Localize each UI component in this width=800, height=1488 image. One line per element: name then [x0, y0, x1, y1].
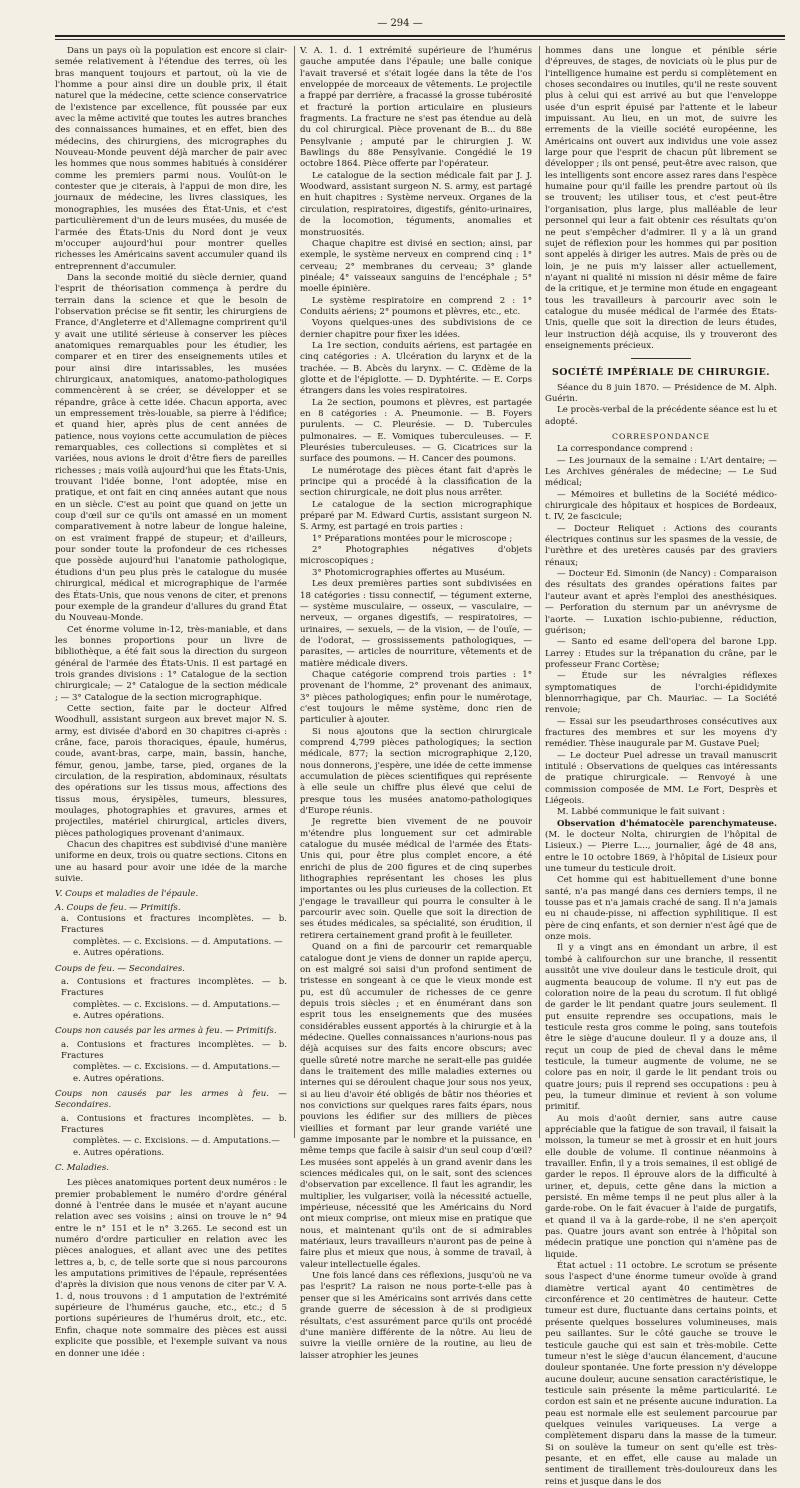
paragraph: Cet énorme volume in-12, très-maniable, et dans les bonnes proportions pour un livre de bibliothèque, a été fait sous la direction du surgeon général de l'armée des États-Unis. Il est partagé en trois grandes divisions : 1° Catalogue de la section chirurgicale; — 2° Catalogue de la section médicale ; — 3° Catalogue de la section micrographique. [55, 624, 287, 703]
header-rule [55, 35, 785, 37]
paragraph: — Les journaux de la semaine : L'Art dentaire; — Les Archives générales de médecine; — Le Sud médical; [545, 455, 777, 489]
paragraph: Chaque chapitre est divisé en section; ainsi, par exemple, le système nerveux en comprend cinq : 1° cerveau; 2° membranes du cerveau; 3° glande pinéale; 4° vaisseaux sanguins de l'encéphale ; 5° moelle épinière. [300, 238, 532, 295]
paragraph: Si nous ajoutons que la section chirurgicale comprend 4,799 pièces pathologiques; la section médicale, 877; la section micrographique 2,120, nous donnerons, j'espère, une idée de cette immense accumulation de pièces scientifiques qui représente à elle seule un chiffre plus élevé que celui de presque tous les musées anatomo-pathologiques d'Europe réunis. [300, 726, 532, 817]
subsection-title: CORRESPONDANCE [612, 432, 710, 442]
paragraph: Dans la seconde moitié du siècle dernier, quand l'esprit de théorisation commença à perdre du terrain dans la science et que le besoin de l'observation précise se fit sentir, les chirurgiens de France, d'Angleterre et d'Allemagne comprirent qu'il y avait une utilité sérieuse à conserver les pièces anatomiques remarquables pour les étudier, les comparer et en tirer des enseignements utiles et pour ainsi dire intarissables, les musées chirurgicaux, anatomiques, anatomo-pathologiques commencèrent à se créer, se développer et se répandre, grâce à cette idée. Chacun apporta, avec un empressement très-louable, sa pierre à l'édifice; et quand hier, après plus de cent années de patience, nous voyions cette accumulation de pièces remarquables, ces collections si complètes et si variées, nous avions le droit d'être fiers de pareilles richesses ; mais voilà aujourd'hui que les États-Unis, trouvant l'idée bonne, l'ont adoptée, mise en pratique, et ont fait en cinq années autant que nous en un siècle. C'est au point que quand on jette un coup d'œil sur ce qu'ils ont amassé en un moment comparativement à notre labeur de longue haleine, on est vraiment frappé de stupeur; et d'ailleurs, pour sonder toute la profondeur de ces richesses que possède aujourd'hui l'anatomie pathologique, étudions d'un peu plus près le catalogue du musée chirurgical, médical et micrographique de l'armée des États-Unis, que nous venons de citer, et prenons pour exemple de la grandeur d'allures du grand État du Nouveau-Monde. [55, 272, 287, 624]
paragraph: 1° Préparations montées pour le microscope ; [312, 533, 513, 544]
paragraph: Chaque catégorie comprend trois parties : 1° provenant de l'homme, 2° provenant des animaux, 3° pièces pathologiques; enfin pour le numérotage, c'est toujours le même système, donc rien de particulier à ajouter. [300, 669, 532, 726]
paragraph: Au mois d'août dernier, sans autre cause appréciable que la fatigue de son travail, il faisait la moisson, la tumeur se met à grossir et en huit jours elle double de volume. Il continue néanmoins à travailler. Enfin, il y a trois semaines, il est obligé de garder le repos. Il éprouve alors de la difficulté à uriner, et, depuis, cette gêne dans la miction a persisté. En même temps il ne peut plus aller à la garde-robe. On le fait évacuer à l'aide de purgatifs, et quand il va à la garde-robe, il ne s'en aperçoit pas. Quatre jours avant son entrée à l'hôpital son médecin pratique une ponction qui n'amène pas de liquide. [545, 1113, 777, 1260]
section-title: SOCIÉTÉ IMPÉRIALE DE CHIRURGIE. [551, 367, 771, 379]
paragraph: Le système respiratoire en comprend 2 : 1° Conduits aériens; 2° poumons et plèvres, etc., etc. [300, 295, 532, 317]
outline-line: complètes. — c. Excisions. — d. Amputations.— [73, 1136, 280, 1147]
paragraph: Une fois lancé dans ces réflexions, jusqu'où ne va pas l'esprit? La raison ne nous porte-t-elle pas à penser que si les Américains sont arrivés dans cette grande guerre de sécession à de si prodigieux résultats, c'est assurément parce qu'ils ont procédé d'une manière différente de la nôtre. Au lieu de suivre la vieille ornière de la routine, au lieu de laisser atrophier les jeunes [300, 1271, 532, 1361]
paragraph: — Docteur Ed. Simonin (de Nancy) : Comparaison des résultats des grandes opérations faites par l'auteur avant et après l'emploi des anesthésiques. — Perforation du sternum par un anévrysme de l'aorte. — Luxation ischio-pubienne, réduction, guérison; [545, 569, 777, 636]
paragraph: — Essai sur les pseudarthroses consécutives aux fractures des membres et sur les moyens d'y remédier. Thèse inaugurale par M. Gustave Puel; [545, 716, 777, 750]
observation-intro: (M. le docteur Nolta, chirurgien de l'hôpital de Lisieux.) — Pierre L..., journalier, âgé de 48 ans, entre le 10 octobre 1869, à l'hôpital de Lisieux pour une tumeur du testicule droit. [545, 830, 777, 875]
paragraph: — Le docteur Puel adresse un travail manuscrit intitulé : Observations de quelques cas intéressants de pratique chirurgicale. — Renvoyé à une commission composée de MM. Le Fort, Desprès et Liégeois. [545, 750, 777, 806]
observation-title: Observation d'hématocèle parenchymateuse. [557, 818, 777, 829]
paragraph: État actuel : 11 octobre. Le scrotum se présente sous l'aspect d'une énorme tumeur ovoïde à grand diamètre vertical ayant 40 centimètres de circonférence et 20 centimètres de hauteur. Cette tumeur est dure, fluctuante dans certains points, et présente quelques bosselures volumineuses, mais peu saillantes. Sur le côté gauche se trouve le testicule gauche qui est sain et très-mobile. Cette tumeur n'est le siège d'aucun élancement, d'aucune douleur spontanée. Une forte pression n'y développe aucune douleur, aucune sensation caractéristique, le testicule sain présente la même particularité. Le cordon est sain et ne présente aucune induration. La peau est normale elle est seulement parcourue par quelques veinules variqueuses. La verge a complètement disparu dans la masse de la tumeur. Si on soulève la tumeur on sent qu'elle est très-pesante, et en effet, elle cause au malade un sentiment de tiraillement très-douloureux dans les reins et jusque dans le dos [545, 1261, 777, 1487]
paragraph: 3° Photomicrographies offertes au Muséum. [312, 567, 506, 578]
paragraph: — Mémoires et bulletins de la Société médico-chirurgicale des hôpitaux et hospices de Bordeaux, t. IV, 2e fascicule; [545, 489, 777, 523]
outline-line: e. Autres opérations. [73, 948, 165, 959]
paragraph: Cet homme qui est habituellement d'une bonne santé, n'a pas mangé dans ces derniers temps, il ne tousse pas et n'a jamais craché de sang. Il n'a jamais eu ni chaude-pisse, ni affection syphilitique. Il est père de cinq enfants, et son dernier n'est âgé que de onze mois. [545, 875, 777, 943]
outline-line: complètes. — c. Excisions. — d. Amputations.— [73, 1062, 280, 1073]
paragraph: La 1re section, conduits aériens, est partagée en cinq catégories : A. Ulcération du larynx et de la trachée. — B. Abcès du larynx. — C. Œdème de la glotte et de l'épiglotte. — D. Dyphtérite. — E. Corps étrangers dans les voies respiratoires. [300, 340, 532, 397]
paragraph: La correspondance comprend : [557, 444, 693, 455]
column-divider [539, 46, 540, 1138]
paragraph: La 2e section, poumons et plèvres, est partagée en 8 catégories : A. Pneumonie. — B. Foyers purulents. — C. Pleurésie. — D. Tubercules pulmonaires. — E. Vomiques tuberculeuses. — F. Pleurésies tuberculeuses. — G. Cicatrices sur la surface des poumons. — H. Cancer des poumons. [300, 397, 532, 465]
outline-line: e. Autres opérations. [73, 1073, 165, 1084]
paragraph: Le numérotage des pièces étant fait d'après le principe qui a procédé à la classification de la section chirurgicale, ne doit plus nous arrêter. [300, 465, 532, 499]
paragraph: Le catalogue de la section micrographique préparé par M. Edward Curtis, assistant surgeon N. S. Army, est partagé en trois parties : [300, 499, 532, 533]
column-divider [294, 46, 295, 1138]
outline-line: a. Contusions et fractures incomplètes. — b. Fractures [61, 1039, 287, 1061]
outline-line: a. Contusions et fractures incomplètes. — b. Fractures [61, 976, 287, 999]
header-rule-thin [55, 39, 785, 40]
paragraph: — Docteur Reliquet : Actions des courants électriques continus sur les spasmes de la vessie, de l'urèthre et des uretères causés par des graviers rénaux; [545, 523, 777, 568]
paragraph: Le procès-verbal de la précédente séance est lu et adopté. [545, 405, 777, 427]
page-number: — 294 — [377, 18, 423, 29]
paragraph: hommes dans une longue et pénible série d'épreuves, de stages, de noviciats où le plus pur de l'intelligence humaine est perdu si complètement en choses secondaires ou inutiles, qu'il ne reste souvent plus à celui qui est arrivé au but que l'enveloppe usée d'un esprit épuisé par l'attente et le labeur impuissant. Au lieu, en un mot, de suivre les errements de la vieille société européenne, les Américains ont ouvert aux individus une voie assez large pour que l'esprit de chacun pût librement se développer ; ils ont pensé, peut-être avec raison, que les intelligents sont encore assez rares dans l'espèce humaine pour qu'il faille les prendre partout où ils se trouvent; les utiliser tous, et c'est peut-être l'organisation, plus large, plus malléable de leur personnel qui leur a fait obtenir ces résultats qu'on ne peut s'empêcher d'admirer. Il y a là un grand sujet de réflexion pour les hommes qui par position sont appelés à diriger les autres. Mais de près ou de loin, je ne puis m'y laisser aller actuellement, n'ayant ni qualité ni mission ni désir même de faire de la critique, et je termine mon étude en engageant tous les travailleurs à parcourir avec soin le catalogue du musée médical de l'armée des États-Unis, quelle que soit la direction de leurs études, leur instruction déjà acquise, ils y trouveront des enseignements précieux. [545, 46, 777, 351]
paragraph: Dans un pays où la population est encore si clair-semée relativement à l'étendue des terres, où les bras manquent toujours et partout, où la vie de l'homme a pour ainsi dire un double prix, il était naturel que la médecine, cette science conservatrice de l'existence par excellence, fût poussée par eux avec la même activité que toutes les autres branches des connaissances humaines, et en effet, bien des médecins, des chirurgiens, des micrographes du Nouveau-Monde peuvent déjà marcher de pair avec les hommes que nous sommes habitués à considérer comme les premiers parmi nous. Voulût-on le contester que je citerais, à l'appui de mon dire, les journaux de médecine, les livres classiques, les monographies, les musées des État-Unis, et c'est particulièrement d'un de leurs musées, du musée de l'armée des États-Unis du Nord dont je veux m'occuper aujourd'hui pour montrer quelles richesses les Américains savent accumuler quand ils entreprennent d'accumuler. [55, 46, 287, 272]
paragraph: Les deux premières parties sont subdivisées en 18 catégories : tissu connectif, — tégument externe, — système musculaire, — osseux, — vasculaire, — nerveux, — organes digestifs, — respiratoires, — urinaires, — sexuels, — de la vision, — de l'ouïe, — de l'odorat, — grossissements pathologiques, — parasites, — articles de nourriture, vêtements et de matière médicale divers. [300, 579, 532, 669]
paragraph: 2° Photographies négatives d'objets microscopiques ; [300, 545, 532, 567]
column-right [545, 46, 777, 1487]
paragraph: Je regrette bien vivement de ne pouvoir m'étendre plus longuement sur cet admirable catalogue du musée médical de l'armée des États-Unis qui, pour être plus complet encore, a été enrichi de plus de 200 figures et de cinq superbes lithographies représentant les choses les plus importantes ou les plus curieuses de la collection. Et j'engage le travailleur qui pourra le consulter à le parcourir avec soin. Quelle que soit la direction de ses études médicales, sa spécialité, son érudition, il retirera certainement grand profit à le feuilleter. [300, 817, 532, 941]
outline-subheading: Coups non causés par les armes à feu. — Secondaires. [55, 1088, 287, 1111]
outline-subheading: C. Maladies. [55, 1163, 110, 1173]
paragraph: Chacun des chapitres est subdivisé d'une manière uniforme en deux, trois ou quatre sections. Citons en une au hasard pour avoir une idée de la marche suivie. [55, 840, 287, 885]
section-divider [631, 358, 691, 359]
outline-line: e. Autres opérations. [73, 1147, 165, 1158]
paragraph: Quand on a fini de parcourir cet remarquable catalogue dont je viens de donner un rapide aperçu, on est malgré soi saisi d'un profond sentiment de tristesse en songeant à ce que le vieux monde est pu, est dû accumuler de richesses de ce genre depuis trois siècles ; et en énumérant dans son esprit tous les enseignements que des musées considérables eussent apportés à la chirurgie et à la médecine. Quelles connaissances n'aurions-nous pas déjà acquises sur des faits encore obscurs; avec quelle sûreté notre marche ne serait-elle pas guidée dans le traitement des mille maladies externes ou internes qui se déroulent chaque jour sous nos yeux, si au lieu d'avoir été obligés de bâtir nos théories et nos convictions sur quelques rares faits épars, nous pouvions les édifier sur des milliers de pièces vieillies et formant par leur grande variété une gamme imposante par le nombre et la puissance, en même temps que facile à saisir d'un seul coup d'œil? Les musées sont appelés à un grand avenir dans les sciences médicales qui, on le sait, sont des sciences d'observation par excellence. Il faut les agrandir, les multiplier, les vulgariser, voilà la nécessité actuelle, impérieuse, nécessité que les Américains du Nord ont mieux comprise, ont mieux mise en pratique que nous, et maintenant qu'ils ont de si admirables matériaux, leurs travailleurs n'auront pas de peine à faire plus et mieux que nous, à somme de travail, à valeur intellectuelle égales. [300, 942, 532, 1270]
paragraph: Les pièces anatomiques portent deux numéros : le premier probablement le numéro d'ordre général donné à l'entrée dans le musée et n'ayant aucune relation avec ses voisins ; ainsi on trouve le n° 94 entre le n° 151 et le n° 3.265. Le second est un numéro d'ordre particulier en relation avec les pièces analogues, et allant avec une des petites lettres a, b, c, de telle sorte que si nous parcourons les amputations primitives de l'épaule, représentées d'après la division que nous venons de citer par V. A. 1. d, nous trouvons : d 1 amputation de l'extrémité supérieure de l'humérus gauche, etc., etc.; d 5 portions supérieures de l'humérus droit, etc., etc. Enfin, chaque note sommaire des pièces est aussi explicite que possible, et l'exemple suivant va nous en donner une idée : [55, 1178, 287, 1359]
paragraph: — Étude sur les névralgies réflexes symptomatiques de l'orchi-épididymite blennorrhagique, par Ch. Mauriac. — La Société renvoie; [545, 671, 777, 716]
outline-subheading: Coups de feu. — Secondaires. [55, 963, 186, 974]
paragraph: M. Labbé communique le fait suivant : [557, 807, 725, 818]
outline-line: a. Contusions et fractures incomplètes. — b. Fractures [61, 914, 287, 936]
outline-subheading: Coups non causés par les armes à feu. — Primitifs. [55, 1026, 277, 1037]
outline-line: e. Autres opérations. [73, 1010, 165, 1021]
paragraph: — Santo ed esame dell'opera del barone Lpp. Larrey : Etudes sur la trépanation du crâne, par le professeur Franc Cortèse; [545, 637, 777, 670]
paragraph [545, 819, 777, 876]
paragraph: Il y a vingt ans en émondant un arbre, il est tombé à califourchon sur une branche, il ressentit aussitôt une vive douleur dans le testicule droit, qui augmenta beaucoup de volume. Il n'y eut pas de coloration noire de la peau du scrotum. Il fut obligé de garder le lit pendant quatre jours seulement. Il put ensuite reprendre ses occupations, mais le testicule resta gros comme le poing, sans toutefois être le siège d'aucune douleur. Il y a douze ans, il reçut un coup de pied de cheval dans le même testicule, la tumeur augmente de volume, ne se colore pas en noir, il garde le lit pendant trois ou quatre jours; puis il reprend ses occupations : peu à peu, la tumeur diminue et revient à son volume primitif. [545, 943, 777, 1113]
column-left [55, 46, 287, 1359]
paragraph: Le catalogue de la section médicale fait par J. J. Woodward, assistant surgeon N. S. army, est partagé en huit chapitres : Système nerveux. Organes de la circulation, respiratoires, digestifs, génito-urinaires, de la locomotion, téguments, anomalies et monstruosités. [300, 170, 532, 238]
outline-line: complètes. — c. Excisions. — d. Amputations.— [73, 999, 280, 1010]
session-line: Séance du 8 juin 1870. — Présidence de M. Alph. Guérin. [545, 382, 777, 405]
outline-subheading: A. Coups de feu. — Primitifs. [55, 902, 181, 913]
paragraph: V. A. 1. d. 1 extrémité supérieure de l'humérus gauche amputée dans l'épaule; une balle conique l'avait traversé et s'était logée dans la tête de l'os enveloppée de morceaux de vêtements. Le projectile a frappé par derrière, a fracassé la grosse tubérosité et fracturé la portion articulaire en plusieurs fragments. La fracture ne s'est pas étendue au delà du col chirurgical. Pièce provenant de B... du 88e Pensylvanie ; amputé par le chirurgien J. W. Bawlings du 88e Pensylvanie. Congédié le 19 octobre 1864. Pièce offerte par l'opérateur. [300, 46, 532, 170]
outline-line: complètes. — c. Excisions. — d. Amputations. — [73, 936, 283, 947]
paragraph: Voyons quelques-unes des subdivisions de ce dernier chapitre pour fixer les idées. [300, 318, 532, 340]
outline-heading: V. Coups et maladies de l'épaule. [55, 889, 199, 900]
outline-line: a. Contusions et fractures incomplètes. — b. Fractures [61, 1113, 287, 1135]
column-middle [300, 46, 532, 1361]
paragraph: Cette section, faite par le docteur Alfred Woodhull, assistant surgeon aux brevet major N. S. army, est divisée d'abord en 30 chapitres ci-après : crâne, face, parois thoraciques, épaule, humérus, coude, avant-bras, carpe, main, bassin, hanche, fémur, genou, jambe, tarse, pied, organes de la circulation, de la respiration, abdominaux, résultats des opérations sur les tissus mous, affections des tissus mous, érysipèles, tumeurs, blessures, moulages, photographies et gravures, armes et projectiles, matériel chirurgical, articles divers, pièces pathologiques provenant d'animaux. [55, 703, 287, 839]
